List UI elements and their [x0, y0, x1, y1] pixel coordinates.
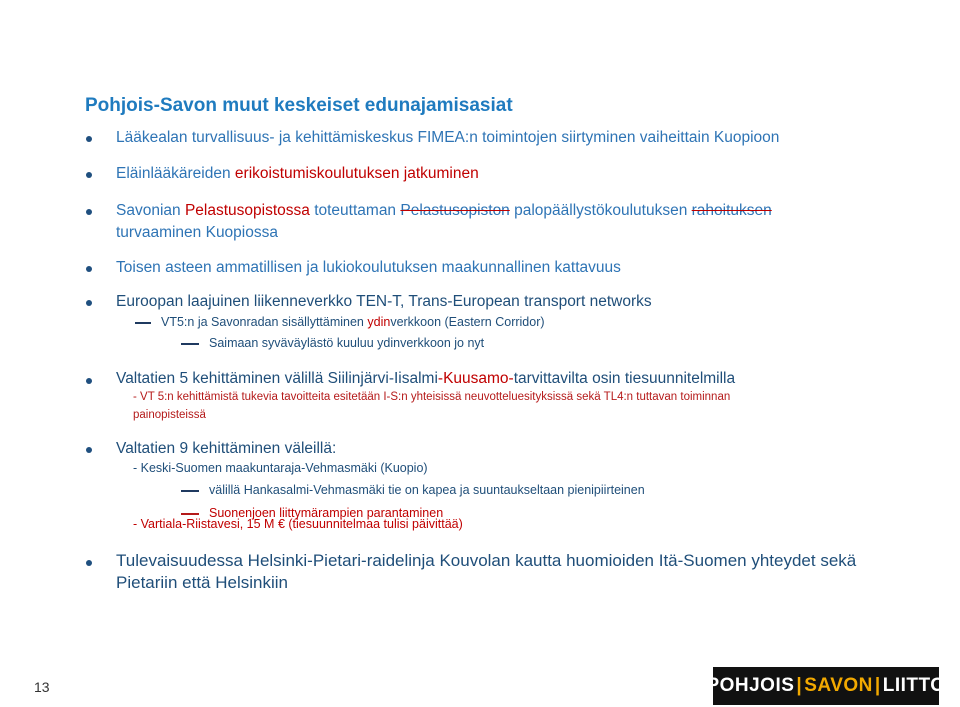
item-fimea: Lääkealan turvallisuus- ja kehittämiskeskus FIMEA:n toimintojen siirtyminen vaiheittain Kuopioon	[116, 129, 780, 146]
bullet-icon	[86, 209, 92, 215]
bullet-icon	[86, 266, 92, 272]
item-hankasalmi: välillä Hankasalmi-Vehmasmäki tie on kapea ja suuntaukseltaan pienipiirteinen	[209, 483, 645, 497]
text-part: toteuttaman	[309, 202, 401, 219]
text-part: Valtatien 5 kehittäminen välillä Siilinjärvi-Iisalmi	[116, 370, 438, 387]
page-title: Pohjois-Savon muut keskeiset edunajamisasiat	[85, 95, 513, 116]
bullet-icon	[86, 136, 92, 142]
item-vt5-ydinverkko	[161, 315, 545, 329]
bullet-icon	[86, 378, 92, 384]
item-saimaa: Saimaan syväväylästö kuuluu ydinverkkoon jo nyt	[209, 336, 485, 350]
dash-icon	[181, 343, 199, 345]
text-part-red: erikoistumiskoulutuksen jatkuminen	[234, 165, 479, 182]
text-part: Savonian	[116, 202, 185, 219]
text-part: tarvittavilta osin tiesuunnitelmilla	[513, 370, 736, 387]
item-tulevaisuus-cont: Pietariin että Helsinkiin	[116, 573, 288, 592]
text-part: VT5:n ja Savonradan sisällyttäminen	[161, 315, 368, 329]
item-elainlaakarit	[116, 165, 479, 183]
bullet-icon	[86, 447, 92, 453]
text-part-red: Pelastusopistossa	[184, 202, 310, 219]
text-part-struck: rahoituksen	[691, 202, 772, 219]
logo-separator: |	[874, 675, 881, 696]
item-vt9: Valtatien 9 kehittäminen väleillä:	[116, 440, 337, 457]
dash-icon	[181, 513, 199, 515]
item-keski-suomi: - Keski-Suomen maakuntaraja-Vehmasmäki (Kuopio)	[133, 461, 428, 475]
item-savonia	[116, 202, 772, 220]
item-vt5-note-cont: painopisteissä	[133, 409, 206, 421]
item-tulevaisuus: Tulevaisuudessa Helsinki-Pietari-raidelinja Kouvolan kautta huomioiden Itä-Suomen yhteydet sekä	[116, 551, 857, 570]
logo-text-part: LIITTO	[882, 675, 946, 696]
logo-text-part: SAVON	[804, 675, 873, 696]
pohjois-savon-liitto-logo	[706, 667, 946, 705]
item-vt5-note: - VT 5:n kehittämistä tukevia tavoitteita esitetään I-S:n yhteisissä neuvotteluesityksissä sekä TL4:n tuttavan toiminnan	[133, 391, 731, 403]
text-part-red: -Kuusamo-	[437, 370, 514, 387]
item-vartiala: - Vartiala-Riistavesi, 15 M € (tiesuunnitelmaa tulisi päivittää)	[133, 517, 463, 531]
text-part: palopäällystökoulutuksen	[509, 202, 692, 219]
text-part-red: ydin	[367, 315, 391, 329]
bullet-icon	[86, 300, 92, 306]
logo-text-part: POHJOIS	[706, 675, 795, 696]
bullet-icon	[86, 560, 92, 566]
dash-icon	[181, 490, 199, 492]
logo-separator: |	[796, 675, 803, 696]
page-number: 13	[34, 679, 50, 695]
item-savonia-cont: turvaaminen Kuopiossa	[116, 224, 278, 241]
item-suonenjoki: Suonenjoen liittymärampien parantaminen	[209, 506, 444, 520]
dash-icon	[135, 322, 151, 324]
bullet-icon	[86, 172, 92, 178]
text-part: Eläinlääkäreiden	[116, 165, 235, 182]
item-toisen-asteen: Toisen asteen ammatillisen ja lukiokoulutuksen maakunnallinen kattavuus	[116, 259, 621, 276]
text-part-struck: Pelastusopiston	[400, 202, 510, 219]
item-ten-t: Euroopan laajuinen liikenneverkko TEN-T, Trans-European transport networks	[116, 293, 652, 310]
item-vt5-kehittaminen	[116, 370, 735, 388]
text-part: verkkoon (Eastern Corridor)	[390, 315, 545, 329]
